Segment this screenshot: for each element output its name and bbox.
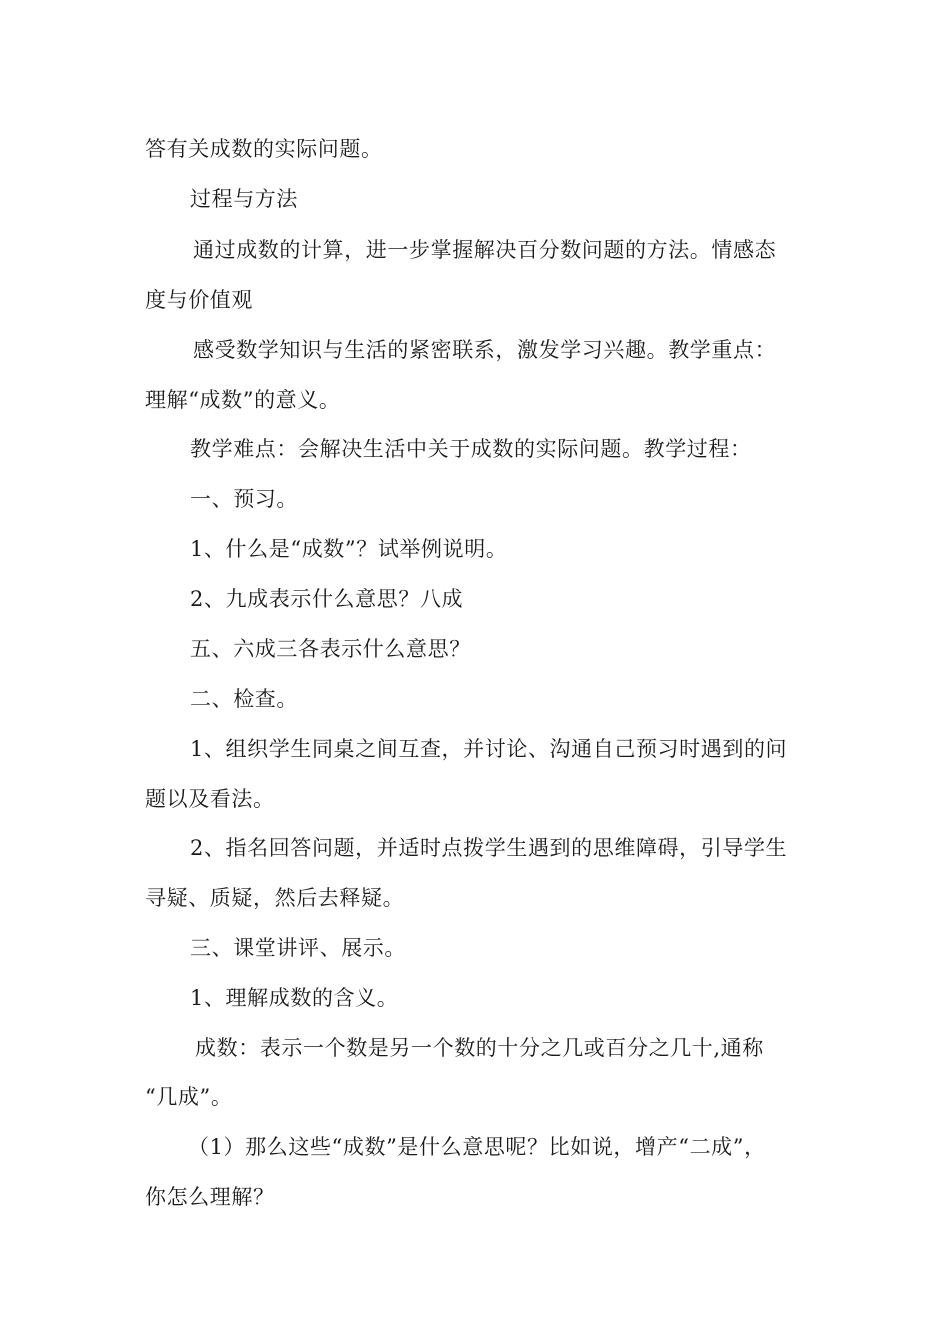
paragraph-line: “几成”。 [145, 1085, 233, 1109]
paragraph-line: 通过成数的计算，进一步掌握解决百分数问题的方法。情感态 [193, 238, 777, 262]
section-heading: 一、预习。 [190, 487, 298, 511]
paragraph-line: 题以及看法。 [145, 787, 275, 811]
list-item: 2、指名回答问题，并适时点拨学生遇到的思维障碍，引导学生 [190, 836, 788, 860]
paragraph-line: 度与价值观 [145, 288, 253, 312]
section-heading: 过程与方法 [190, 187, 298, 211]
paragraph-line: 理解“成数”的意义。 [145, 388, 341, 412]
paragraph-line: 你怎么理解？ [145, 1185, 275, 1209]
section-heading: 三、课堂讲评、展示。 [190, 936, 406, 960]
paragraph-line: 五、六成三各表示什么意思？ [190, 637, 471, 661]
paragraph-line: 感受数学知识与生活的紧密联系，激发学习兴趣。教学重点： [193, 338, 777, 362]
paragraph-line: 寻疑、质疑，然后去释疑。 [145, 886, 405, 910]
section-heading: 二、检查。 [190, 687, 298, 711]
paragraph-line: （1）那么这些“成数”是什么意思呢？比如说，增产“二成”， [188, 1135, 766, 1159]
list-item: 2、九成表示什么意思？八成 [190, 587, 464, 611]
paragraph-line: 成数：表示一个数是另一个数的十分之几或百分之几十,通称 [195, 1036, 764, 1060]
list-item: 1、组织学生同桌之间互查，并讨论、沟通自己预习时遇到的问 [190, 737, 788, 761]
paragraph-line: 答有关成数的实际问题。 [145, 137, 383, 161]
paragraph-line: 教学难点：会解决生活中关于成数的实际问题。教学过程： [190, 437, 752, 461]
list-item: 1、理解成数的含义。 [190, 986, 399, 1010]
list-item: 1、什么是“成数”？试举例说明。 [190, 537, 508, 561]
